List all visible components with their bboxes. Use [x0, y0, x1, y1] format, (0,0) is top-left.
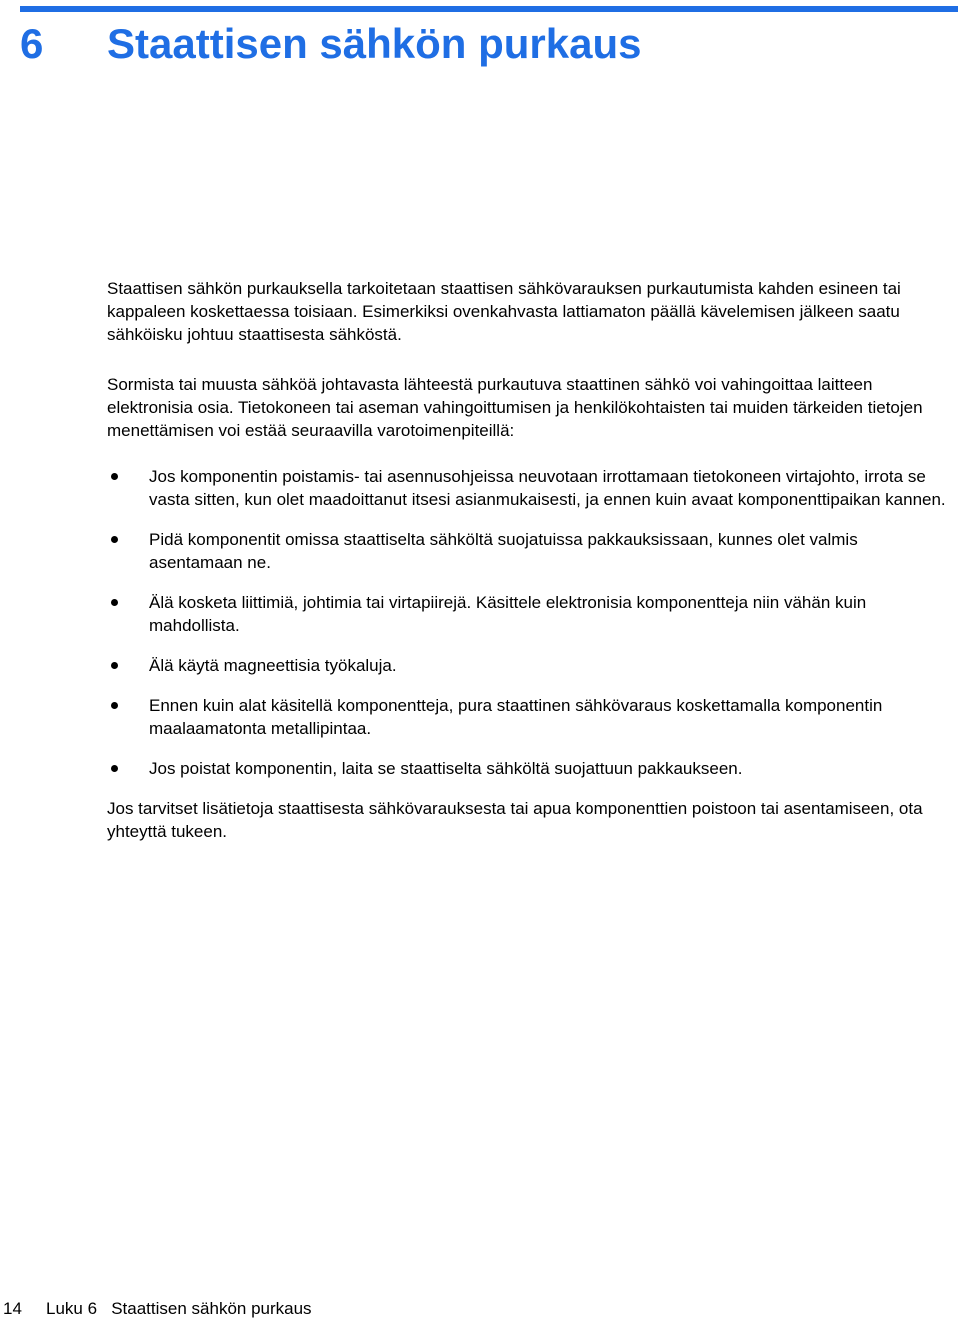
precautions-paragraph: Sormista tai muusta sähköä johtavasta lähteestä purkautuva staattinen sähkö voi vahingoittaa laitteen elektronisia osia. Tietokoneen tai aseman vahingoittumisen ja henkilökohtaisten tai muiden tärkeiden tietojen menettämisen voi estää seuraavilla varotoimenpiteillä:	[107, 375, 923, 440]
list-item-text: Älä kosketa liittimiä, johtimia tai virtapiirejä. Käsittele elektronisia komponentteja niin vähän kuin mahdollista.	[149, 593, 867, 635]
chapter-heading	[20, 18, 642, 70]
list-item	[107, 528, 947, 574]
list-item	[107, 591, 947, 637]
list-item-text: Älä käytä magneettisia työkaluja.	[149, 656, 397, 675]
page-number: 14	[3, 1299, 22, 1318]
bullet-icon	[111, 473, 118, 480]
bullet-icon	[111, 662, 118, 669]
list-item-text: Ennen kuin alat käsitellä komponentteja, pura staattinen sähkövaraus koskettamalla komponentin maalaamatonta metallipintaa.	[149, 696, 883, 738]
chapter-title: Staattisen sähkön purkaus	[107, 20, 642, 67]
bullet-icon	[111, 765, 118, 772]
header-rule	[20, 6, 958, 12]
list-item-text: Pidä komponentit omissa staattiselta sähköltä suojatuissa pakkauksissaan, kunnes olet valmis asentamaan ne.	[149, 530, 858, 572]
support-paragraph: Jos tarvitset lisätietoja staattisesta sähkövarauksesta tai apua komponenttien poistoon tai asentamiseen, ota yhteyttä tukeen.	[107, 799, 923, 841]
list-item	[107, 465, 947, 511]
precautions-list	[107, 465, 947, 780]
bullet-icon	[111, 599, 118, 606]
list-item-text: Jos komponentin poistamis- tai asennusohjeissa neuvotaan irrottamaan tietokoneen virtajohto, irrota se vasta sitten, kun olet maadoittanut itsesi asianmukaisesti, ja ennen kuin avaat komponenttipaikan kannen.	[149, 467, 946, 509]
list-item	[107, 694, 947, 740]
chapter-number: 6	[20, 20, 44, 67]
footer-chapter-reference: Luku 6 Staattisen sähkön purkaus	[46, 1299, 312, 1318]
intro-paragraph: Staattisen sähkön purkauksella tarkoitetaan staattisen sähkövarauksen purkautumista kahden esineen tai kappaleen koskettaessa toisiaan. Esimerkiksi ovenkahvasta lattiamaton päällä kävelemisen jälkeen saatu sähköisku johtuu staattisesta sähköstä.	[107, 279, 901, 344]
bullet-icon	[111, 702, 118, 709]
main-content	[107, 277, 947, 861]
list-item	[107, 654, 947, 677]
list-item	[107, 757, 947, 780]
bullet-icon	[111, 536, 118, 543]
list-item-text: Jos poistat komponentin, laita se staattiselta sähköltä suojattuun pakkaukseen.	[149, 759, 743, 778]
page-footer	[3, 1297, 312, 1320]
